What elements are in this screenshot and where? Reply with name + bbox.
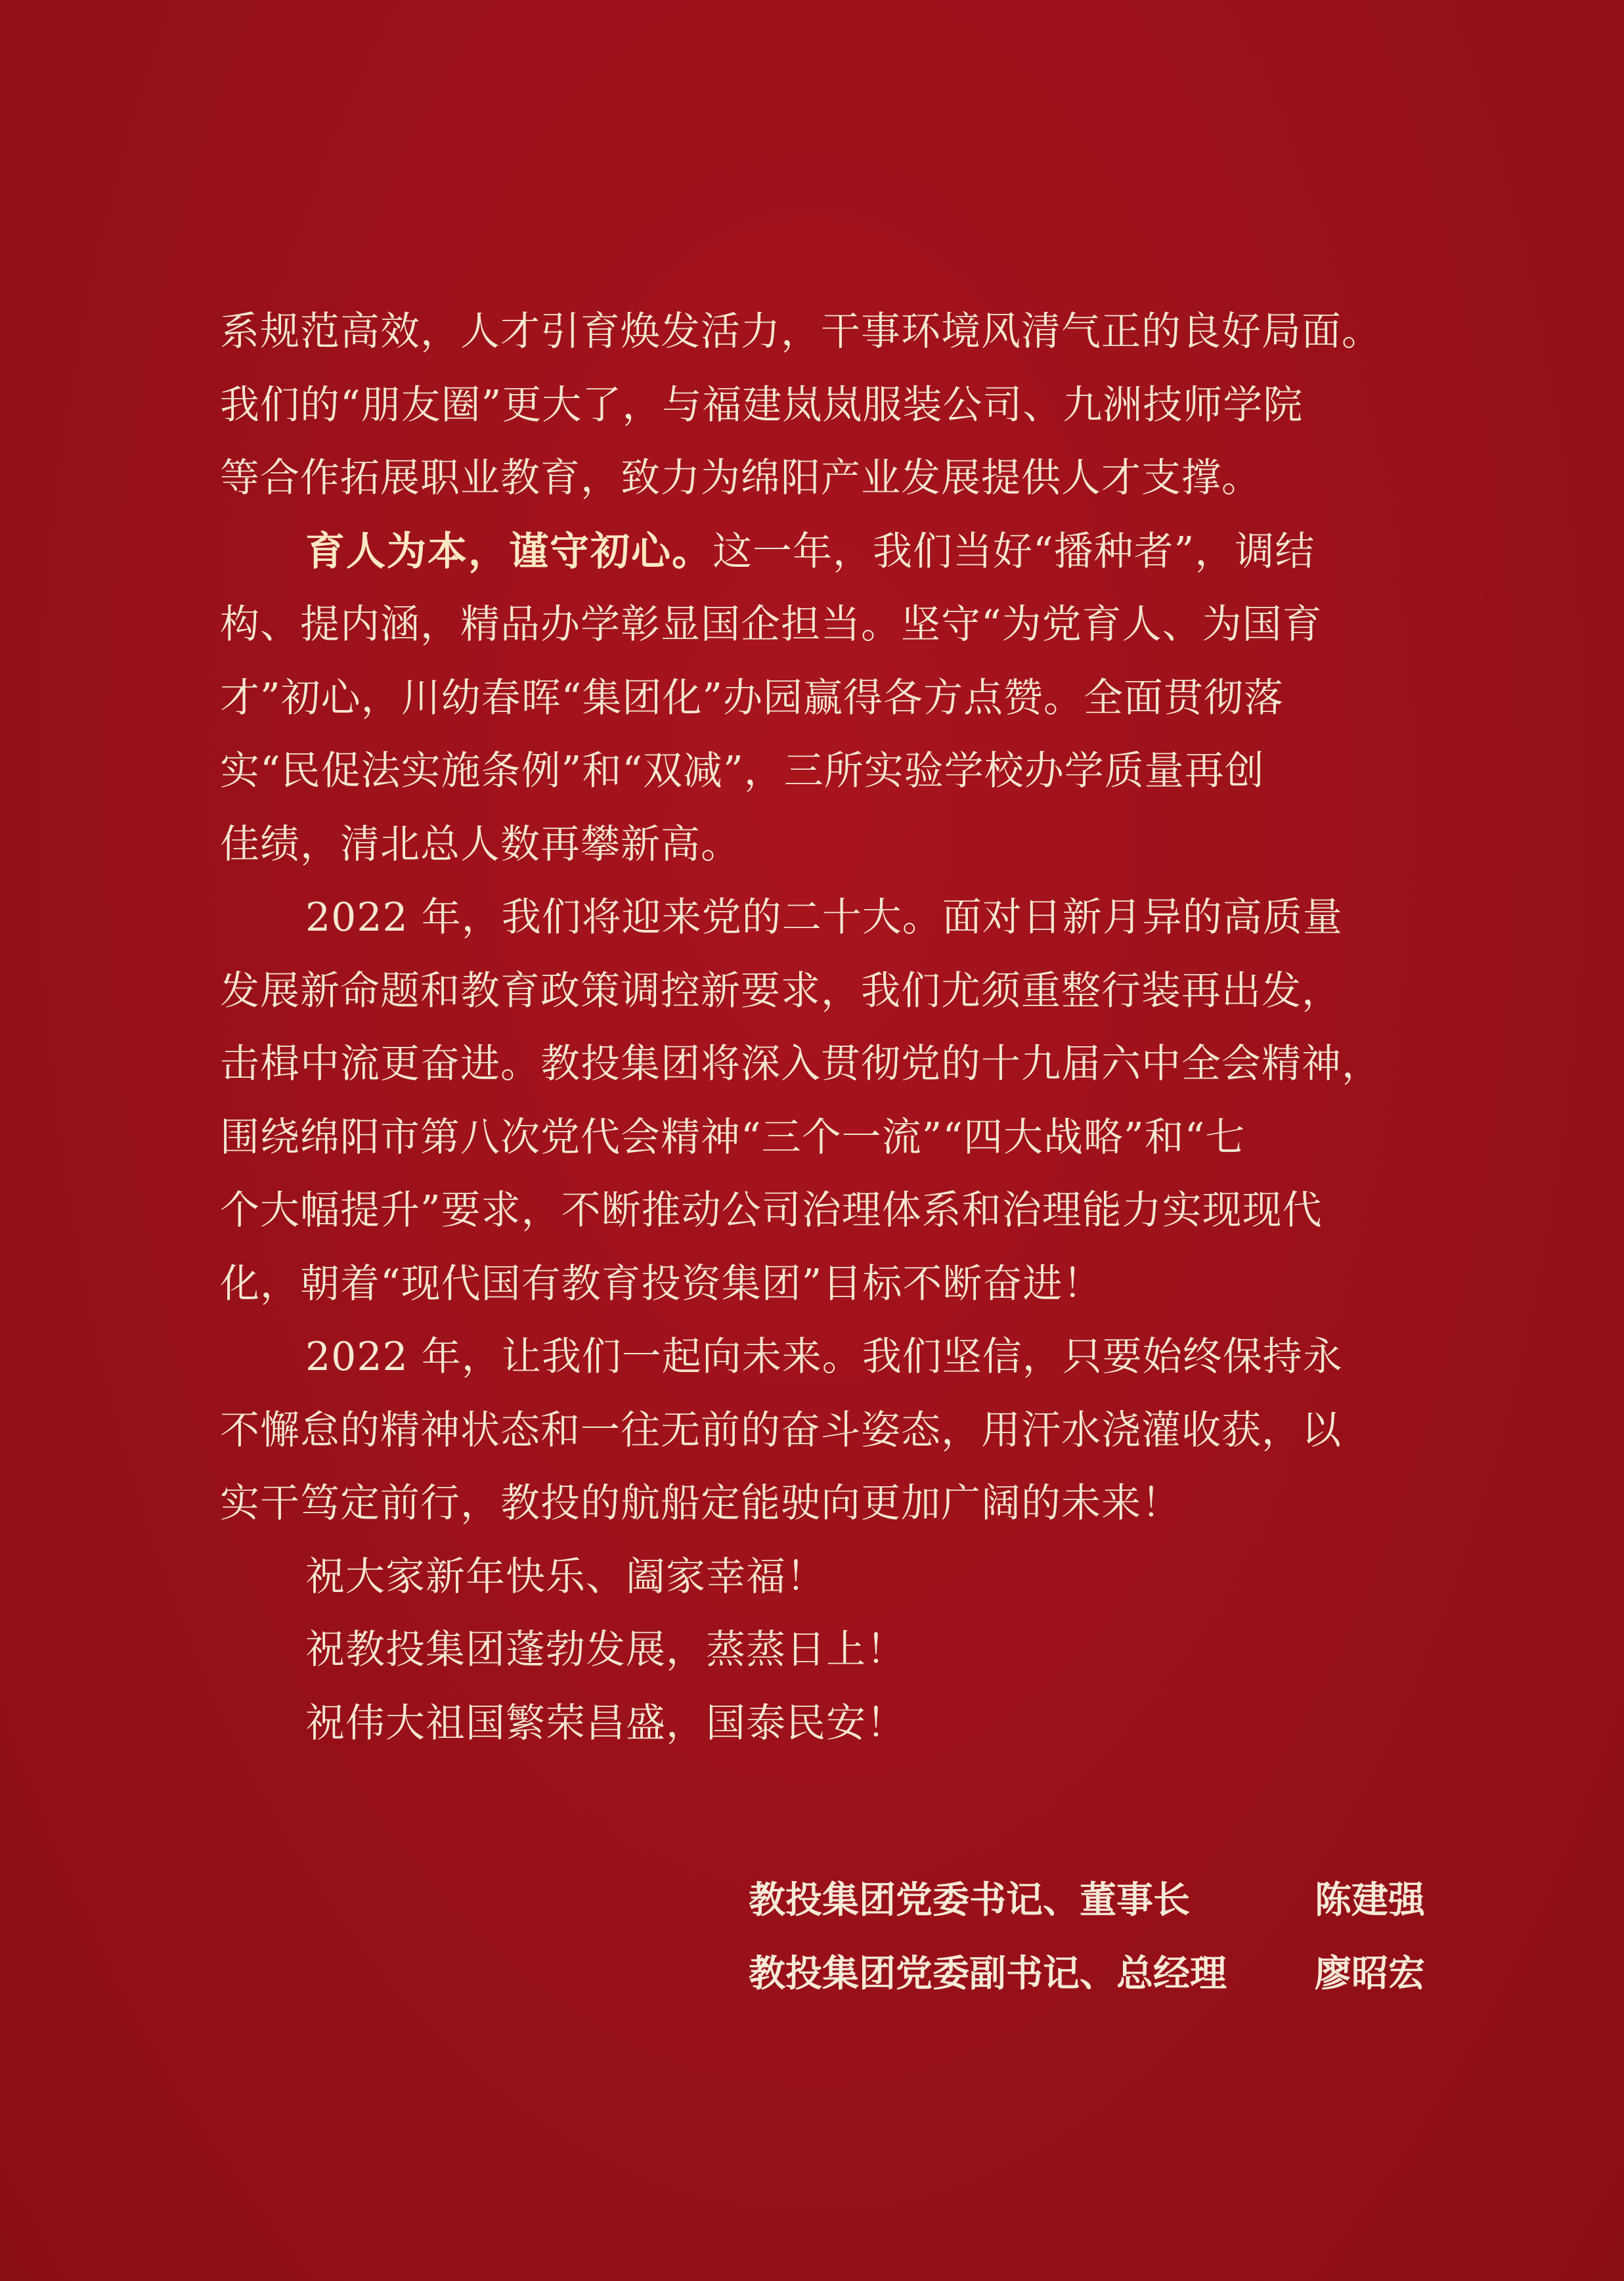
greeting-line: 祝伟大祖国繁荣昌盛，国泰民安！ <box>305 1700 906 1746</box>
body-line: 实“民促法实施条例”和“双减”，三所实验学校办学质量再创 <box>220 748 1265 794</box>
greeting-line: 祝教投集团蓬勃发展，蒸蒸日上！ <box>305 1627 906 1673</box>
body-line: 个大幅提升”要求，不断推动公司治理体系和治理能力实现现代 <box>220 1187 1323 1233</box>
paragraph-heading: 育人为本，谨守初心。 <box>305 528 713 575</box>
greeting-line: 祝大家新年快乐、阖家幸福！ <box>305 1553 826 1600</box>
body-line: 我们的“朋友圈”更大了，与福建岚岚服装公司、九洲技师学院 <box>220 382 1304 428</box>
signatory-name: 陈建强 <box>1315 1879 1425 1922</box>
body-line: 构、提内涵，精品办学彰显国企担当。坚守“为党育人、为国育 <box>220 602 1323 648</box>
signatory-title: 教投集团党委书记、董事长 <box>749 1879 1190 1922</box>
signature-row <box>749 1864 1425 1938</box>
paragraph-first-line <box>220 516 1441 589</box>
body-line: 2022 年，让我们一起向未来。我们坚信，只要始终保持永 <box>305 1334 1343 1380</box>
body-line: 2022 年，我们将迎来党的二十大。面对日新月异的高质量 <box>305 895 1343 941</box>
signature-block <box>749 1864 1425 2011</box>
body-line: 才”初心，川幼春晖“集团化”办园赢得各方点赞。全面贯彻落 <box>220 675 1284 721</box>
body-line: 化，朝着“现代国有教育投资集团”目标不断奋进！ <box>220 1260 1103 1307</box>
signatory-title: 教投集团党委副书记、总经理 <box>749 1953 1227 1995</box>
body-line: 不懈怠的精神状态和一往无前的奋斗姿态，用汗水浇灌收获，以 <box>220 1407 1342 1453</box>
letter-body <box>220 296 1441 1760</box>
body-line: 发展新命题和教育政策调控新要求，我们尤须重整行装再出发， <box>220 967 1342 1014</box>
body-line: 实干笃定前行，教投的航船定能驶向更加广阔的未来！ <box>220 1480 1181 1526</box>
body-line: 等合作拓展职业教育，致力为绵阳产业发展提供人才支撑。 <box>220 455 1262 501</box>
signature-row <box>749 1938 1425 2011</box>
signatory-name: 廖昭宏 <box>1315 1953 1425 1995</box>
body-text-fragment: 这一年，我们当好“播种者”，调结 <box>713 528 1315 575</box>
body-line: 系规范高效，人才引育焕发活力，干事环境风清气正的良好局面。 <box>220 309 1382 355</box>
body-line: 佳绩，清北总人数再攀新高。 <box>220 821 741 868</box>
body-line: 围绕绵阳市第八次党代会精神“三个一流”“四大战略”和“七 <box>220 1114 1246 1161</box>
body-line: 击楫中流更奋进。教投集团将深入贯彻党的十九届六中全会精神， <box>220 1041 1382 1087</box>
